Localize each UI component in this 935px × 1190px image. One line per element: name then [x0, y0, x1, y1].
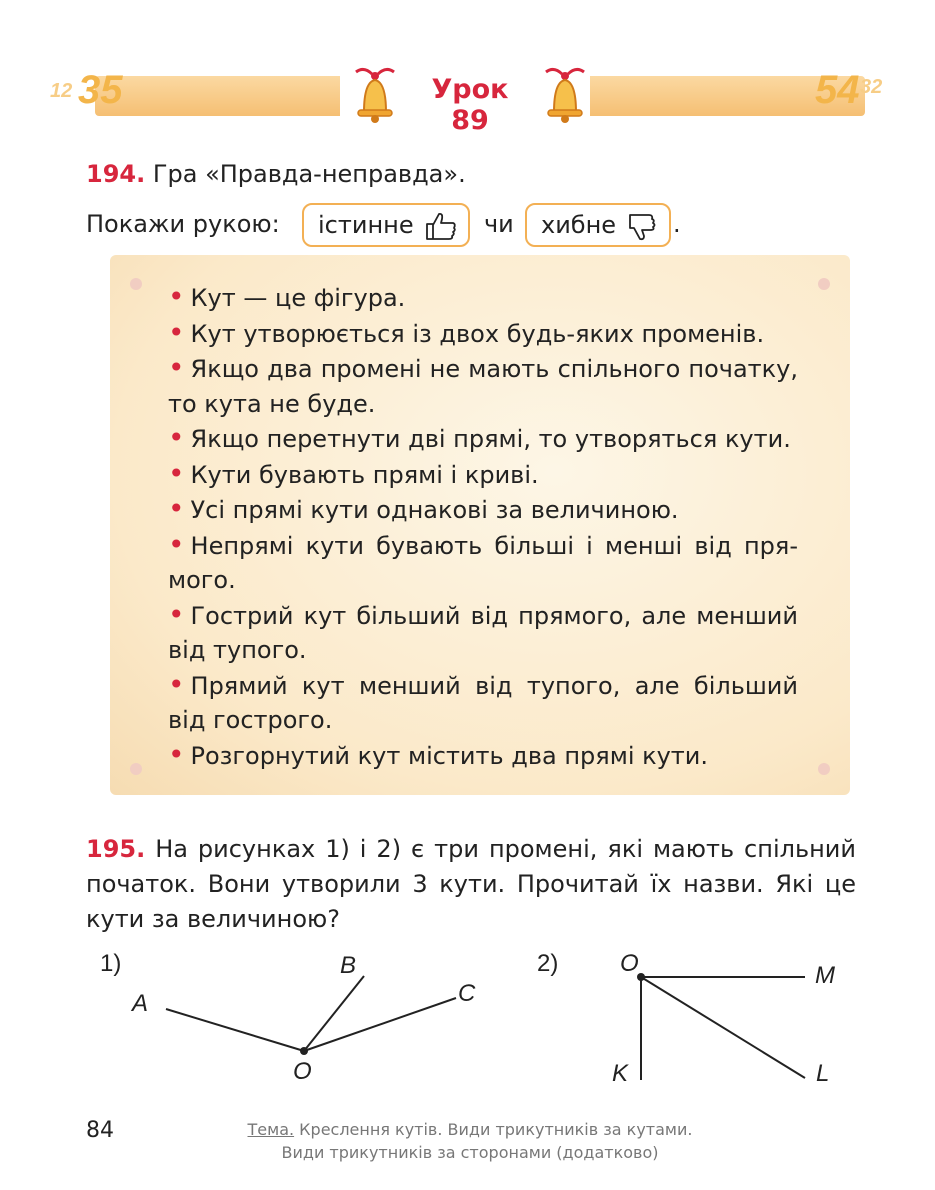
ray-OC — [304, 998, 456, 1051]
point-label-L: L — [816, 1060, 830, 1087]
task-title: Гра «Правда-неправда». — [152, 160, 466, 188]
or-word: чи — [484, 210, 514, 238]
decor-numbers-left-small: 12 — [50, 80, 73, 102]
true-label: істинне — [318, 211, 414, 239]
point-label-O: O — [620, 950, 639, 977]
pin-dot — [818, 763, 830, 775]
figure-2-label: 2) — [537, 950, 559, 977]
bell-icon — [350, 64, 400, 124]
task-body: На рисунках 1) і 2) є три промені, які мають спільний початок. Вони утворили 3 кути. Прочитай їх назви. Які це кути за величиною? — [86, 835, 856, 933]
true-answer-pill — [302, 203, 470, 247]
thumbs-up-icon — [424, 211, 458, 241]
point-label-B: B — [340, 952, 357, 979]
statement-item: • Непрямі кути бувають більші і менші від прямого. — [168, 527, 798, 594]
point-label-K: K — [612, 1060, 629, 1087]
pin-dot — [130, 278, 142, 290]
bell-icon — [540, 64, 590, 124]
pin-dot — [130, 763, 142, 775]
footer-line-2: Види трикутників за сторонами (додатково) — [281, 1143, 659, 1162]
ray-OA — [166, 1009, 304, 1051]
thumbs-down-icon — [625, 211, 659, 241]
statement-item: • Якщо два промені не мають спільного початку, то кута не буде. — [168, 351, 798, 418]
statement-item: • Усі прямі кути однакові за величиною. — [168, 492, 679, 525]
statement-item: • Гострий кут більший від прямого, але менший від тупого. — [168, 597, 798, 664]
topic-label: Тема. — [247, 1120, 295, 1139]
statements-list — [168, 280, 798, 773]
false-label: хибне — [541, 211, 617, 239]
footer-topic — [200, 1118, 740, 1164]
point-label-M: M — [815, 962, 835, 989]
point-label-C: C — [458, 980, 476, 1007]
statement-item: • Розгорнутий кут містить два прямі кути. — [168, 737, 709, 771]
end-punct: . — [673, 210, 681, 238]
statement-item: • Якщо перетнути дві прямі, то утворяться кути. — [168, 421, 791, 454]
decor-numbers-left: 35 — [78, 68, 123, 112]
task-195-text — [86, 832, 856, 937]
false-answer-pill — [525, 203, 671, 247]
vertex-point — [300, 1047, 308, 1055]
topic-text: Креслення кутів. Види трикутників за кутами. — [299, 1120, 693, 1139]
task-number: 195. — [86, 835, 146, 863]
point-label-O: O — [293, 1058, 312, 1085]
ray-OL — [641, 977, 805, 1078]
statement-item: • Кут — це фігура. — [168, 280, 406, 313]
statement-item: • Кути бувають прямі і криві. — [168, 456, 539, 490]
lesson-title: Урок 89 — [431, 74, 509, 136]
task-194-instruction: Покажи рукою: — [86, 210, 280, 238]
figure-1-label: 1) — [100, 950, 122, 977]
task-number: 194. — [86, 160, 146, 188]
decor-numbers-right-small: 32 — [860, 76, 883, 98]
pin-dot — [818, 278, 830, 290]
page-number: 84 — [86, 1118, 114, 1143]
decor-numbers-right: 54 — [815, 68, 860, 112]
footer-line-1 — [200, 1118, 740, 1141]
statement-item: • Прямий кут менший від тупого, але більший від гострого. — [168, 667, 798, 734]
statement-item: • Кут утворюється із двох будь-яких променів. — [168, 315, 765, 349]
point-label-A: A — [132, 990, 149, 1017]
task-194-heading — [86, 160, 466, 188]
